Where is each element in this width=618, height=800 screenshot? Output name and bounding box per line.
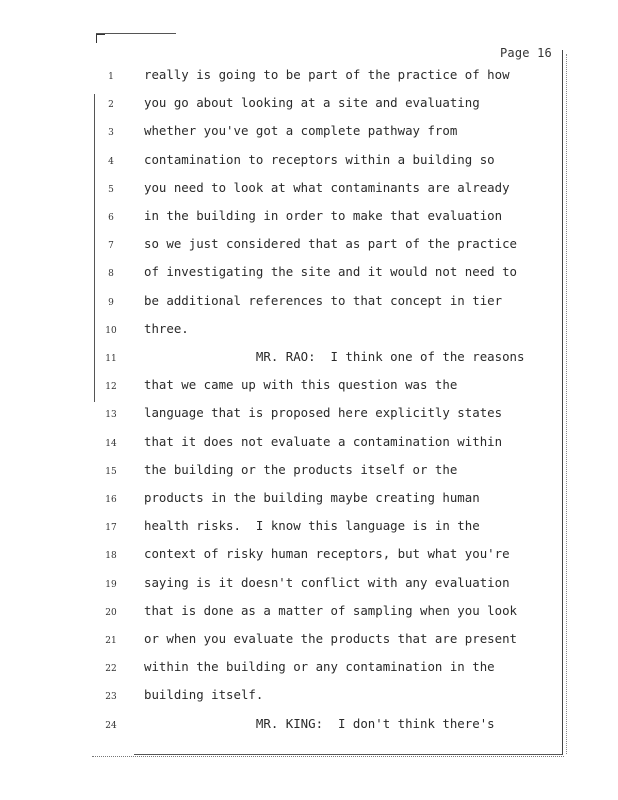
line-number: 1 bbox=[108, 72, 114, 82]
line-text: contamination to receptors within a building so bbox=[144, 151, 495, 167]
line-text: building itself. bbox=[144, 687, 264, 703]
transcript-line bbox=[0, 294, 618, 322]
line-number: 21 bbox=[105, 636, 117, 646]
line-number: 24 bbox=[105, 720, 117, 731]
transcript-line bbox=[0, 406, 618, 434]
line-number: 23 bbox=[105, 692, 117, 703]
line-number: 18 bbox=[105, 551, 117, 562]
line-number: 6 bbox=[108, 213, 114, 223]
line-text: you need to look at what contaminants are already bbox=[144, 179, 510, 195]
line-number: 16 bbox=[105, 495, 117, 505]
transcript-line bbox=[0, 660, 618, 688]
corner-crop-mark bbox=[96, 34, 105, 43]
transcript-line bbox=[0, 435, 618, 463]
line-number: 22 bbox=[105, 664, 117, 675]
transcript-line bbox=[0, 688, 618, 716]
transcript-line bbox=[0, 350, 618, 378]
transcript-line bbox=[0, 153, 618, 181]
bottom-dotted-rule bbox=[92, 756, 564, 757]
line-text: that is done as a matter of sampling when you look bbox=[144, 602, 517, 618]
line-text: or when you evaluate the products that are present bbox=[144, 631, 517, 646]
line-number: 8 bbox=[108, 269, 114, 280]
line-text: health risks. I know this language is in the bbox=[144, 518, 480, 534]
line-text: context of risky human receptors, but what you're bbox=[144, 546, 510, 562]
line-number: 4 bbox=[108, 156, 114, 167]
line-number: 20 bbox=[105, 607, 117, 618]
line-text: the building or the products itself or the bbox=[144, 461, 458, 477]
line-number: 9 bbox=[108, 297, 114, 308]
transcript-line bbox=[0, 463, 618, 491]
transcript-line bbox=[0, 604, 618, 632]
line-number: 13 bbox=[105, 410, 117, 421]
line-text: of investigating the site and it would not need to bbox=[144, 264, 517, 280]
transcript-line bbox=[0, 378, 618, 406]
line-number: 12 bbox=[105, 382, 117, 393]
line-text: MR. KING: I don't think there's bbox=[144, 715, 495, 731]
line-text: saying is it doesn't conflict with any evaluation bbox=[144, 574, 510, 590]
transcript-line bbox=[0, 547, 618, 575]
line-number: 7 bbox=[108, 241, 114, 252]
transcript-line bbox=[0, 632, 618, 660]
transcript-line bbox=[0, 265, 618, 293]
transcript-line bbox=[0, 209, 618, 237]
transcript-line bbox=[0, 491, 618, 519]
transcript-line bbox=[0, 519, 618, 547]
transcript-line bbox=[0, 576, 618, 604]
line-number: 19 bbox=[105, 579, 117, 590]
line-text: language that is proposed here explicitly states bbox=[144, 405, 503, 421]
page-number: Page 16 bbox=[500, 46, 552, 60]
line-number: 2 bbox=[108, 100, 114, 111]
transcript-line bbox=[0, 181, 618, 209]
line-text: so we just considered that as part of the practice bbox=[144, 236, 517, 252]
transcript-line bbox=[0, 96, 618, 124]
line-text: three. bbox=[144, 320, 189, 336]
line-number: 17 bbox=[105, 523, 117, 534]
line-text: within the building or any contamination in the bbox=[144, 659, 495, 675]
line-number: 5 bbox=[108, 184, 114, 195]
transcript-line bbox=[0, 322, 618, 350]
line-number: 14 bbox=[105, 438, 117, 449]
transcript-line bbox=[0, 68, 618, 96]
line-number: 10 bbox=[105, 325, 117, 336]
line-text: you go about looking at a site and evaluating bbox=[144, 95, 480, 111]
line-text: that we came up with this question was the bbox=[144, 377, 458, 393]
line-number: 3 bbox=[108, 128, 114, 139]
top-rule bbox=[96, 33, 176, 34]
line-text: really is going to be part of the practice of how bbox=[144, 67, 510, 82]
transcript-line bbox=[0, 717, 618, 745]
line-text: products in the building maybe creating human bbox=[144, 490, 480, 505]
transcript-line bbox=[0, 237, 618, 265]
line-text: that it does not evaluate a contamination within bbox=[144, 433, 503, 449]
line-text: whether you've got a complete pathway from bbox=[144, 123, 458, 139]
line-text: be additional references to that concept in tier bbox=[144, 292, 503, 308]
transcript-line bbox=[0, 124, 618, 152]
line-text: in the building in order to make that evaluation bbox=[144, 208, 503, 223]
line-text: MR. RAO: I think one of the reasons bbox=[144, 349, 525, 364]
line-number: 11 bbox=[105, 354, 117, 364]
line-number: 15 bbox=[105, 466, 117, 477]
